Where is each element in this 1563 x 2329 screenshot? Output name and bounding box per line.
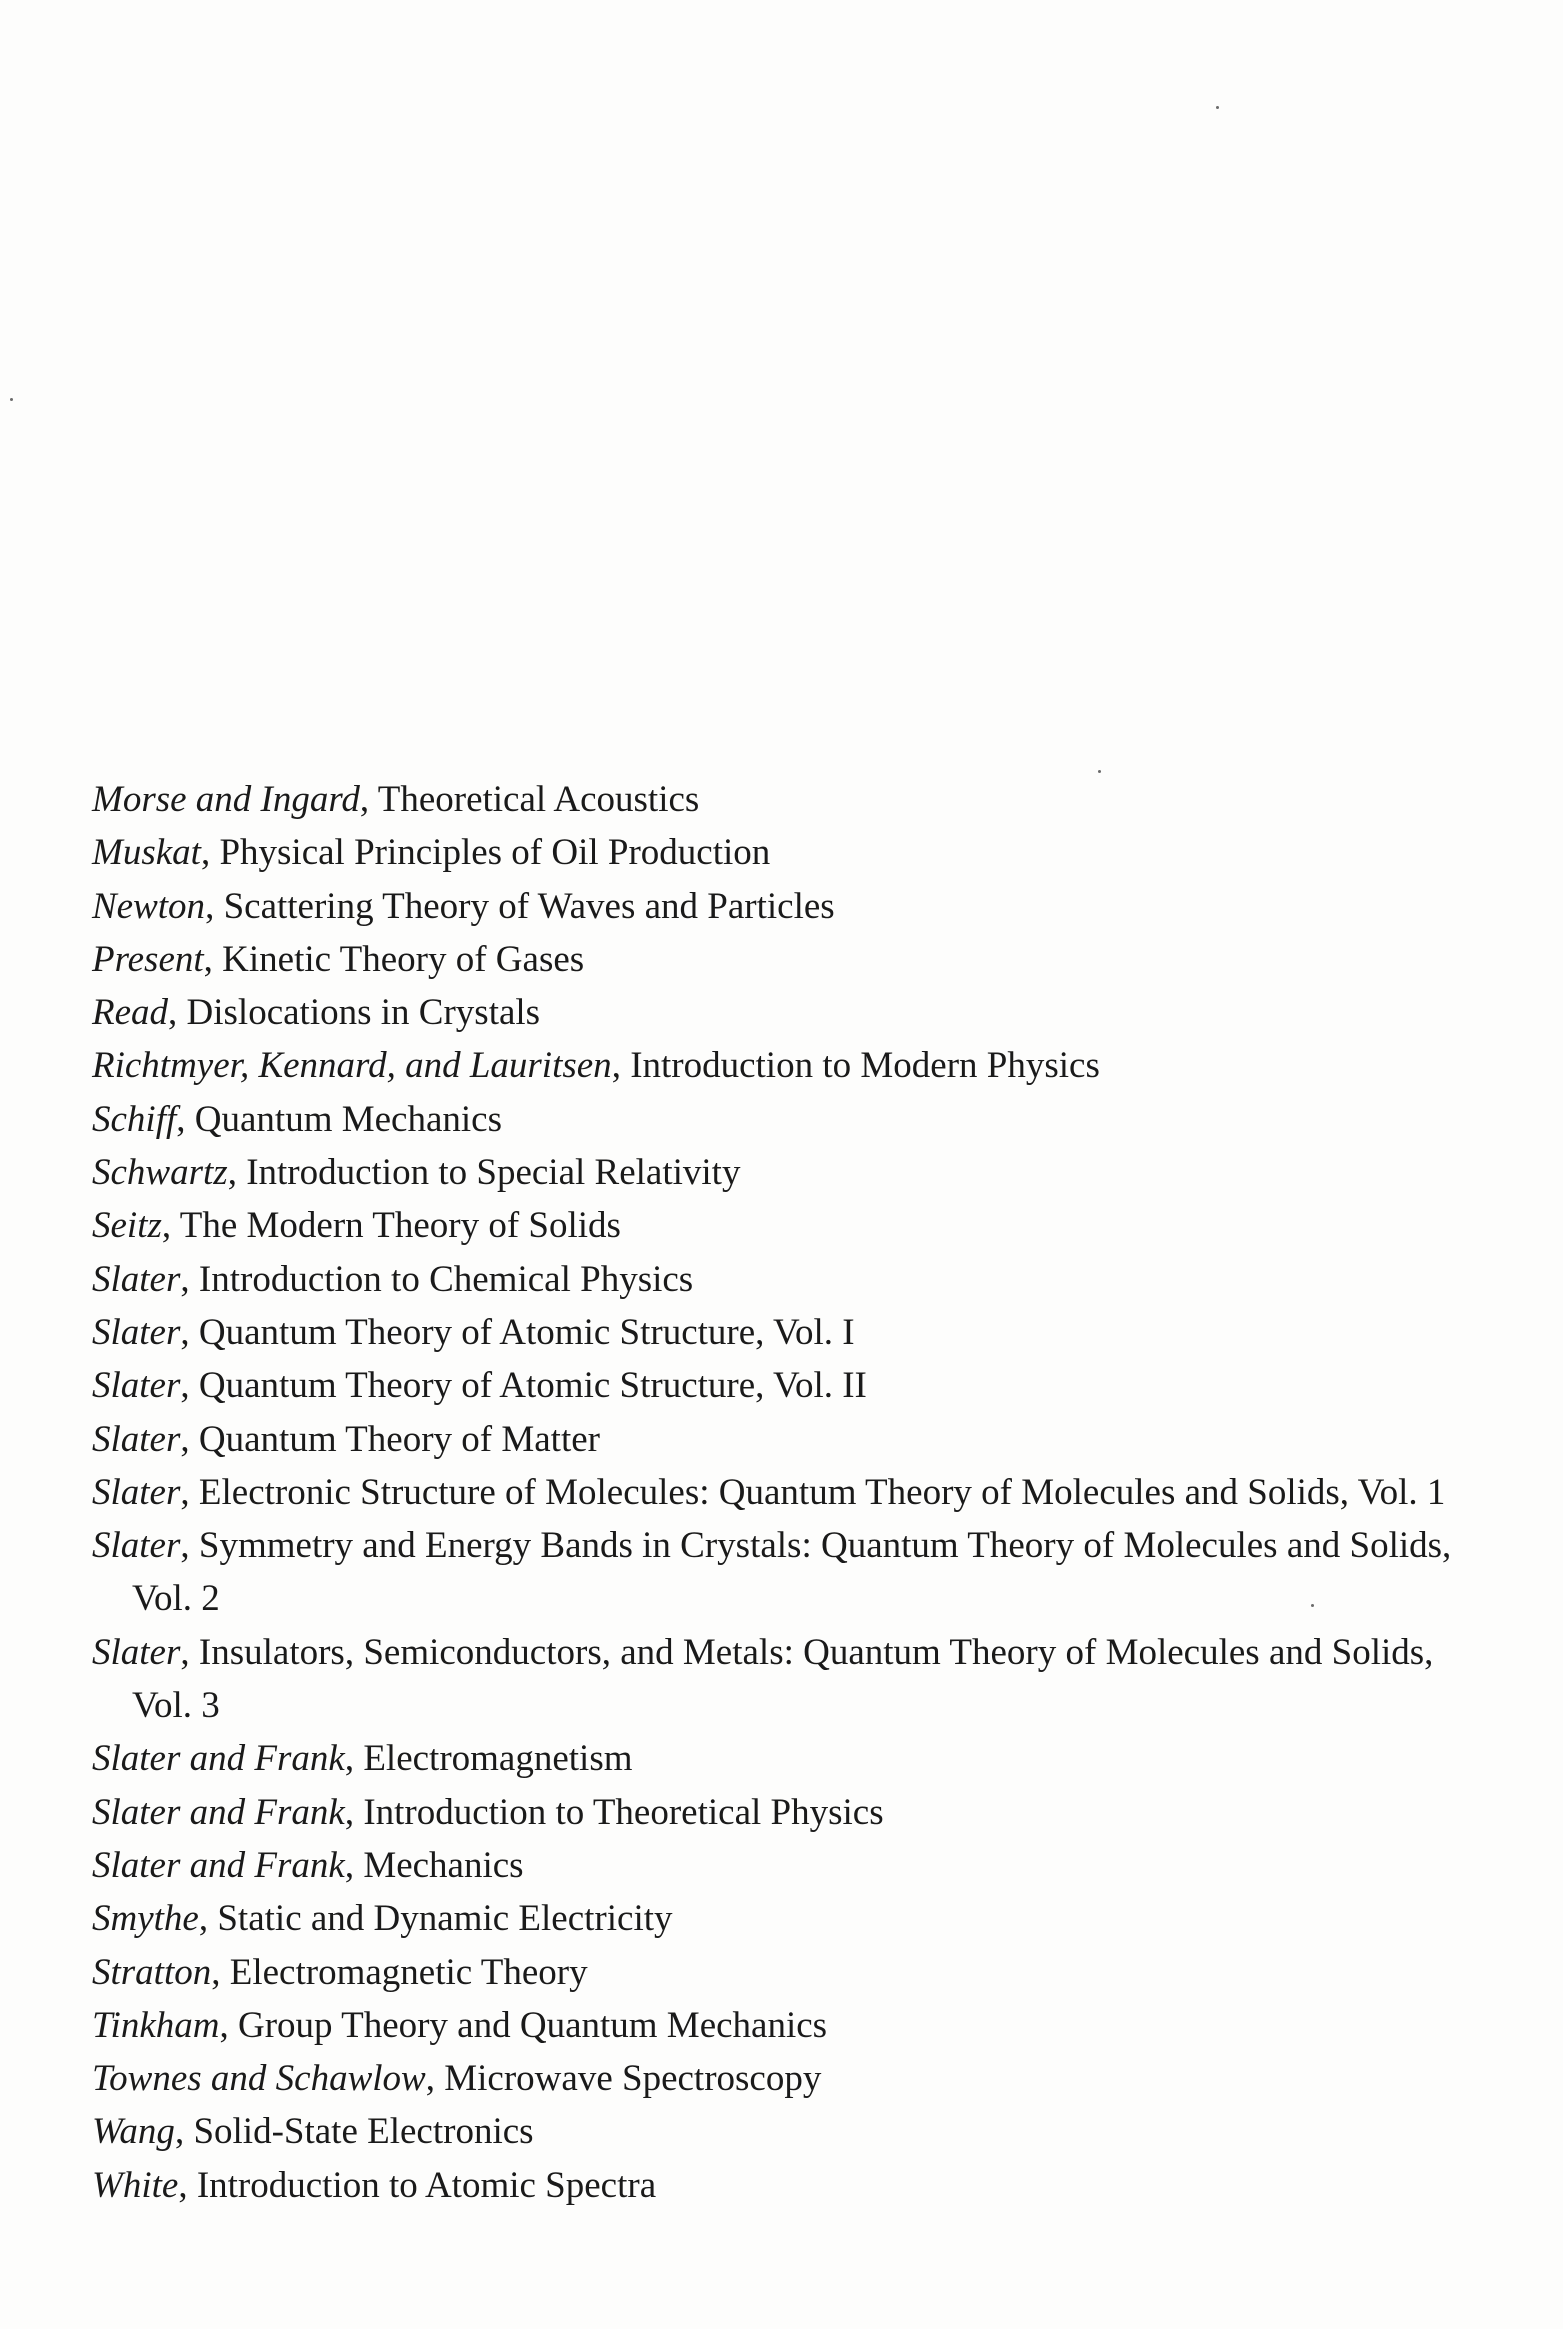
entry-author: Slater and Frank [92,1738,345,1780]
entry-title: Mechanics [363,1844,524,1886]
book-entry [92,1946,1492,1999]
book-entry [92,2052,1492,2105]
entry-separator: , [344,1844,364,1886]
entry-title: Scattering Theory of Waves and Particles [223,885,835,927]
entry-title: Quantum Mechanics [194,1098,502,1140]
entry-separator: , [344,1791,364,1833]
entry-author: Schiff [92,1098,177,1140]
entry-separator: , [168,992,187,1034]
entry-separator: , [198,1898,218,1940]
book-entry [92,1093,1492,1146]
entry-separator: , [359,779,378,820]
book-entry [92,1413,1492,1466]
entry-author: Morse and Ingard [92,779,360,820]
book-entry [92,2105,1492,2158]
entry-separator: , [227,1152,247,1194]
entry-title: Introduction to Chemical Physics [198,1258,694,1300]
entry-author: Slater [92,1471,181,1513]
entry-separator: , [176,1098,195,1140]
entry-separator: , [211,1951,230,1993]
entry-title: Introduction to Modern Physics [630,1045,1100,1087]
book-entry [92,1732,1492,1785]
entry-author: Read [92,992,169,1034]
book-entry [92,1306,1492,1359]
entry-author: Richtmyer, Kennard, and Lauritsen [92,1045,612,1087]
entry-separator: , [344,1738,364,1780]
book-entry [92,1786,1492,1839]
entry-title: Introduction to Atomic Spectra [196,2164,657,2206]
entry-title: Electromagnetic Theory [229,1951,588,1993]
entry-separator: , [174,2111,194,2153]
entry-title: Kinetic Theory of Gases [222,938,585,980]
entry-separator: , [180,1631,199,1673]
entry-separator: , [180,1525,199,1567]
entry-author: Wang [92,2111,175,2153]
book-entry [92,986,1492,1039]
scan-speck [1216,106,1219,109]
entry-author: Present [92,938,204,980]
entry-author: Slater [92,1525,181,1567]
entry-separator: , [219,2004,238,2046]
entry-title: Group Theory and Quantum Mechanics [237,2004,828,2046]
entry-title: Theoretical Acoustics [377,779,700,820]
entry-author: Slater and Frank [92,1791,345,1833]
entry-separator: , [205,885,224,927]
entry-author: Schwartz [92,1152,228,1194]
entry-author: Seitz [92,1205,162,1247]
book-entry [92,1359,1492,1412]
entry-title: Static and Dynamic Electricity [217,1898,673,1940]
entry-author: Townes and Schawlow [92,2058,426,2100]
entry-separator: , [180,1418,199,1460]
book-entry [92,1146,1492,1199]
book-entry [92,1039,1492,1092]
entry-author: Slater [92,1258,181,1300]
entry-author: Slater and Frank [92,1844,345,1886]
entry-title: Introduction to Theoretical Physics [363,1791,884,1833]
entry-title: Microwave Spectroscopy [444,2058,822,2100]
book-entry [92,1519,1492,1626]
entry-title: Symmetry and Energy Bands in Crystals: Quantum Theory of Molecules and Solids, Vol. 2 [132,1525,1452,1620]
entry-title: Quantum Theory of Matter [198,1418,600,1460]
entry-title: Quantum Theory of Atomic Structure, Vol. II [198,1365,867,1407]
book-entry [92,933,1492,986]
entry-separator: , [200,832,220,874]
book-entry [92,1199,1492,1252]
book-entry [92,773,1492,826]
entry-separator: , [178,2164,197,2206]
entry-title: Introduction to Special Relativity [246,1152,741,1194]
entry-author: Stratton [92,1951,212,1993]
entry-separator: , [161,1205,180,1247]
scan-speck [10,398,13,401]
book-entry [92,1999,1492,2052]
entry-title: Solid-State Electronics [193,2111,534,2153]
book-entry [92,1839,1492,1892]
book-entry [92,880,1492,933]
entry-title: Quantum Theory of Atomic Structure, Vol. I [198,1311,855,1353]
entry-author: White [92,2164,179,2206]
entry-separator: , [180,1311,199,1353]
entry-separator: , [425,2058,445,2100]
entry-author: Newton [92,885,206,927]
entry-author: Smythe [92,1898,199,1940]
book-entry [92,1626,1492,1733]
entry-separator: , [180,1258,199,1300]
book-entry [92,1892,1492,1945]
entry-author: Tinkham [92,2004,220,2046]
entry-separator: , [203,938,223,980]
entry-separator: , [611,1045,631,1087]
book-entry [92,1466,1492,1519]
entry-author: Slater [92,1311,181,1353]
entry-title: Insulators, Semiconductors, and Metals: Quantum Theory of Molecules and Solids, Vol. 3 [132,1631,1434,1727]
entry-title: Physical Principles of Oil Production [219,832,771,874]
book-entry [92,826,1492,879]
entry-title: Dislocations in Crystals [186,992,541,1034]
entry-separator: , [180,1365,199,1407]
entry-author: Slater [92,1631,181,1673]
entry-title: The Modern Theory of Solids [179,1205,621,1247]
entry-author: Muskat [92,832,201,874]
entry-title: Electronic Structure of Molecules: Quantum Theory of Molecules and Solids, Vol. 1 [198,1471,1446,1513]
book-list [92,773,1492,2212]
entry-author: Slater [92,1418,181,1460]
book-entry [92,2159,1492,2212]
book-entry [92,1253,1492,1306]
entry-title: Electromagnetism [363,1738,633,1780]
entry-author: Slater [92,1365,181,1407]
entry-separator: , [180,1471,199,1513]
